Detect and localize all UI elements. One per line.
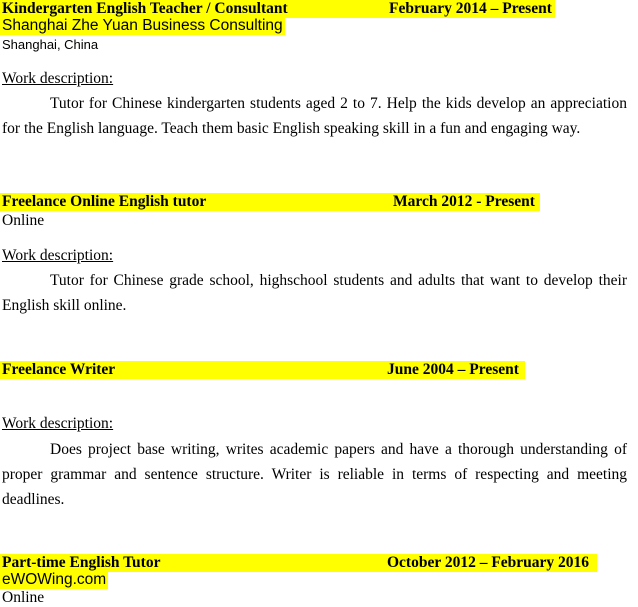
job2-dates: March 2012 - Present (393, 193, 535, 210)
job4-location: Online (2, 589, 45, 606)
job4-company: eWOWing.com (2, 571, 107, 588)
job4-dates: October 2012 – February 2016 (387, 554, 590, 571)
job1-title: Kindergarten English Teacher / Consultant (2, 0, 288, 17)
job4-title: Part-time English Tutor (2, 554, 161, 571)
job2-title: Freelance Online English tutor (2, 193, 207, 210)
job3-title: Freelance Writer (2, 361, 116, 378)
job1-description-label: Work description: (2, 70, 114, 87)
job3-description-label: Work description: (2, 415, 114, 432)
job1-location: Shanghai, China (2, 37, 99, 52)
job2-location: Online (2, 212, 45, 229)
job1-dates: February 2014 – Present (389, 0, 552, 17)
job1-company: Shanghai Zhe Yuan Business Consulting (2, 17, 283, 34)
job2-description-label: Work description: (2, 247, 114, 264)
job3-dates: June 2004 – Present (387, 361, 519, 378)
job2-description: Tutor for Chinese grade school, highschool students and adults that want to develop their English skill online. (2, 272, 627, 314)
job3-description: Does project base writing, writes academic papers and have a thorough understanding of proper grammar and sentence structure. Writer is reliable in terms of respecting and meeting deadlines. (2, 441, 627, 508)
job1-description: Tutor for Chinese kindergarten students aged 2 to 7. Help the kids develop an appreciation for the English language. Teach them basic English speaking skill in a fun and engaging way. (2, 95, 627, 137)
